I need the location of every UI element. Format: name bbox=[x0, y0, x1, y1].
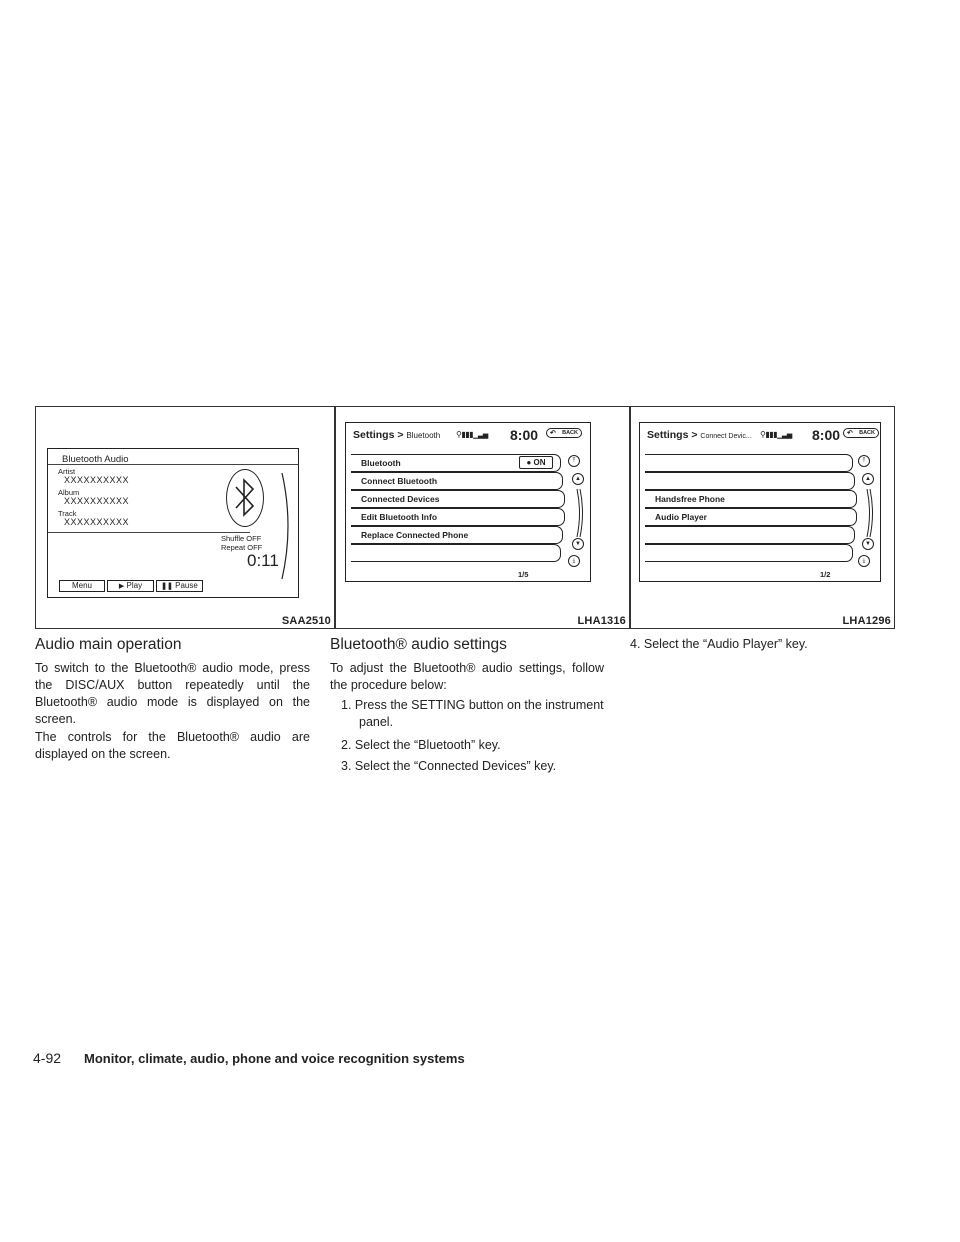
signal-icon: ▁▃▅ bbox=[473, 432, 488, 439]
menu-item-label: Connect Bluetooth bbox=[361, 476, 438, 486]
scroll-arc bbox=[280, 471, 294, 581]
audio-screen bbox=[47, 448, 299, 598]
phone-icon: ⚲ bbox=[760, 430, 766, 439]
clock: 8:00 bbox=[812, 427, 841, 443]
album-value: XXXXXXXXXX bbox=[64, 496, 130, 506]
figure-code: LHA1316 bbox=[577, 615, 626, 627]
bluetooth-on-toggle[interactable] bbox=[519, 456, 553, 469]
menu-item-edit-bluetooth-info[interactable] bbox=[351, 508, 565, 526]
scroll-bottom-icon[interactable]: ⤓ bbox=[568, 555, 580, 567]
scroll-down-icon[interactable]: ▼ bbox=[572, 538, 584, 550]
figure-code: LHA1296 bbox=[842, 615, 891, 627]
back-label: BACK bbox=[562, 430, 578, 436]
menu-item-label: Replace Connected Phone bbox=[361, 530, 469, 540]
status-icons bbox=[456, 430, 488, 439]
divider bbox=[48, 464, 298, 465]
track-label: Track bbox=[58, 509, 77, 518]
settings-screen bbox=[345, 422, 591, 582]
step-3: 3. Select the “Connected Devices” key. bbox=[341, 759, 557, 773]
toggle-label: ON bbox=[533, 458, 546, 467]
menu-item-connected-devices[interactable] bbox=[351, 490, 565, 508]
menu-item-label: Edit Bluetooth Info bbox=[361, 512, 438, 522]
page-indicator: 1/5 bbox=[518, 570, 529, 579]
scrollbar[interactable] bbox=[575, 489, 583, 537]
para-controls: The controls for the Bluetooth® audio are displayed on the screen. bbox=[35, 730, 310, 761]
album-label: Album bbox=[58, 488, 80, 497]
clock: 8:00 bbox=[510, 427, 539, 443]
play-button[interactable] bbox=[107, 580, 154, 592]
elapsed-time: 0:11 bbox=[247, 551, 279, 570]
step-2: 2. Select the “Bluetooth” key. bbox=[341, 738, 501, 752]
menu-item-label: Connected Devices bbox=[361, 494, 440, 504]
chapter-title: Monitor, climate, audio, phone and voice recognition systems bbox=[84, 1051, 465, 1066]
repeat-status: Repeat OFF bbox=[221, 543, 263, 552]
track-value: XXXXXXXXXX bbox=[64, 517, 130, 527]
breadcrumb: Settings > Connect Devic... bbox=[647, 429, 752, 441]
step-1: 1. Press the SETTING button on the instrument panel. bbox=[341, 698, 604, 729]
bluetooth-icon bbox=[226, 469, 264, 527]
menu-item-connect-bluetooth[interactable] bbox=[351, 472, 563, 490]
menu-item-empty[interactable] bbox=[645, 472, 855, 490]
heading-bluetooth-audio-settings: Bluetooth® audio settings bbox=[330, 636, 507, 653]
menu-item-audio-player[interactable] bbox=[645, 508, 857, 526]
battery-icon: ▮▮▮ bbox=[461, 430, 474, 439]
page-number: 4-92 bbox=[33, 1050, 62, 1066]
settings-screen bbox=[639, 422, 881, 582]
breadcrumb: Settings > Bluetooth bbox=[353, 429, 441, 441]
figure-settings-bluetooth bbox=[335, 406, 630, 629]
figure-code: SAA2510 bbox=[281, 615, 331, 627]
breadcrumb-sub: Connect Devic... bbox=[700, 433, 752, 440]
page-indicator: 1/2 bbox=[820, 570, 831, 579]
scroll-down-icon[interactable]: ▼ bbox=[862, 538, 874, 550]
artist-value: XXXXXXXXXX bbox=[64, 475, 130, 485]
pause-icon: ❚❚ bbox=[161, 583, 173, 590]
on-dot-icon: ● bbox=[526, 458, 532, 467]
status-icons bbox=[760, 430, 792, 439]
heading-audio-main-operation: Audio main operation bbox=[35, 636, 182, 653]
menu-item-handsfree-phone[interactable] bbox=[645, 490, 857, 508]
scroll-top-icon[interactable]: ⤒ bbox=[858, 455, 870, 467]
breadcrumb-sub: Bluetooth bbox=[406, 431, 441, 440]
scrollbar[interactable] bbox=[865, 489, 873, 537]
back-arrow-icon: ↶ bbox=[550, 430, 556, 437]
play-icon: ▶ bbox=[118, 583, 125, 590]
back-arrow-icon: ↶ bbox=[847, 430, 853, 437]
scroll-up-icon[interactable]: ▲ bbox=[862, 473, 874, 485]
back-button[interactable] bbox=[843, 428, 879, 438]
pause-button-label: Pause bbox=[175, 581, 198, 590]
scroll-bottom-icon[interactable]: ⤓ bbox=[858, 555, 870, 567]
divider-lower bbox=[48, 532, 250, 533]
menu-item-empty[interactable] bbox=[645, 526, 855, 544]
artist-label: Artist bbox=[58, 467, 76, 476]
back-label: BACK bbox=[859, 430, 875, 436]
menu-button[interactable] bbox=[59, 580, 105, 592]
menu-button-label: Menu bbox=[71, 581, 92, 590]
shuffle-status: Shuffle OFF bbox=[221, 534, 262, 543]
menu-item-label: Handsfree Phone bbox=[655, 494, 725, 504]
pause-button[interactable] bbox=[156, 580, 203, 592]
back-button[interactable] bbox=[546, 428, 582, 438]
scroll-top-icon[interactable]: ⤒ bbox=[568, 455, 580, 467]
menu-item-empty[interactable] bbox=[645, 544, 853, 562]
play-button-label: Play bbox=[126, 581, 143, 590]
phone-icon: ⚲ bbox=[456, 430, 462, 439]
figure-bluetooth-audio bbox=[35, 406, 335, 629]
para-intro: To adjust the Bluetooth® audio settings, follow the procedure below: bbox=[330, 661, 604, 692]
figure-settings-connect-devices bbox=[630, 406, 895, 629]
signal-icon: ▁▃▅ bbox=[777, 432, 792, 439]
menu-item-replace-connected-phone[interactable] bbox=[351, 526, 563, 544]
screen-title: Bluetooth Audio bbox=[62, 454, 129, 465]
step-4: 4. Select the “Audio Player” key. bbox=[630, 637, 808, 651]
menu-item-bluetooth[interactable] bbox=[351, 454, 561, 472]
scroll-up-icon[interactable]: ▲ bbox=[572, 473, 584, 485]
menu-item-empty[interactable] bbox=[645, 454, 853, 472]
menu-item-empty[interactable] bbox=[351, 544, 561, 562]
battery-icon: ▮▮▮ bbox=[765, 430, 778, 439]
menu-item-label: Bluetooth bbox=[361, 458, 401, 468]
menu-item-label: Audio Player bbox=[655, 512, 707, 522]
para-switch-mode: To switch to the Bluetooth® audio mode, press the DISC/AUX button repeatedly until the Bluetooth® audio mode is displayed on the screen. bbox=[35, 661, 310, 726]
